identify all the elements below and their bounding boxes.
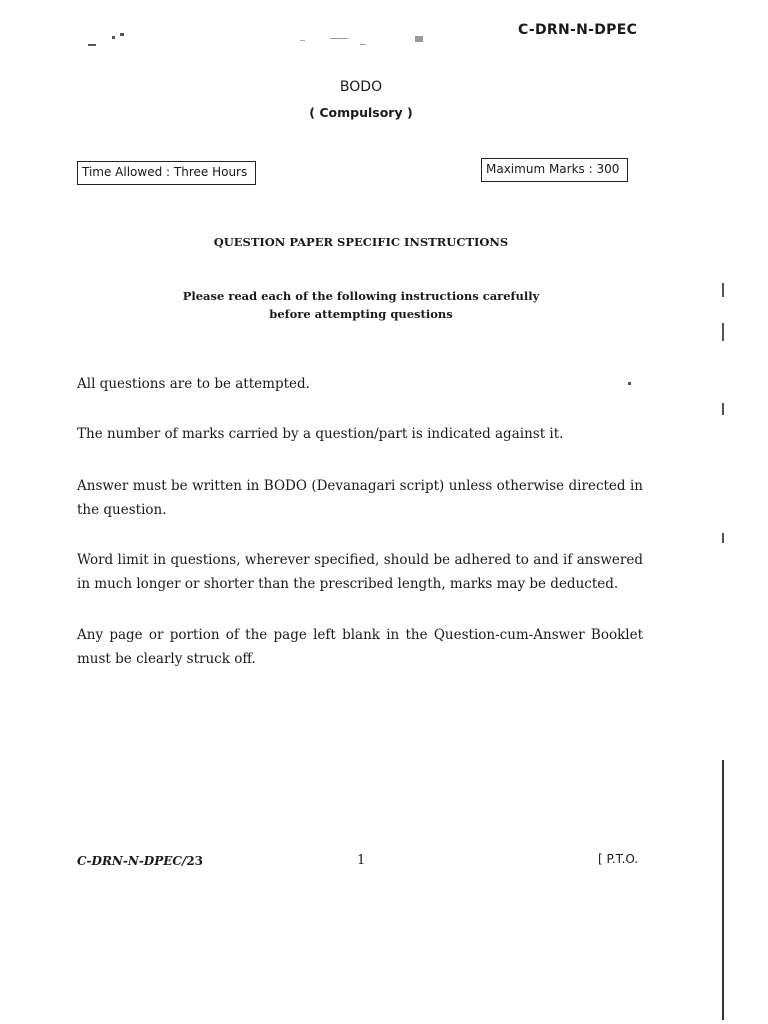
- instruction-item: The number of marks carried by a question/part is indicated against it.: [77, 426, 564, 442]
- scan-edge-line: [722, 760, 724, 1020]
- instructions-intro-line-2: before attempting questions: [269, 307, 453, 321]
- instructions-intro-line-1: Please read each of the following instructions carefully: [182, 289, 540, 303]
- compulsory-label: ( Compulsory ): [309, 105, 413, 120]
- subject-title: BODO: [339, 79, 383, 95]
- paper-code: C-DRN-N-DPEC: [518, 22, 638, 38]
- footer-code-number: 23: [186, 854, 204, 868]
- page-number: 1: [357, 853, 366, 868]
- maximum-marks-box: Maximum Marks : 300: [481, 158, 628, 182]
- instructions-heading: QUESTION PAPER SPECIFIC INSTRUCTIONS: [213, 235, 509, 249]
- instruction-item: Any page or portion of the page left blank in the Question-cum-Answer Booklet must be clearly struck off.: [77, 627, 643, 667]
- instruction-item: Answer must be written in BODO (Devanagari script) unless otherwise directed in the question.: [77, 478, 643, 518]
- instructions-intro: [0, 287, 722, 323]
- instruction-item: Word limit in questions, wherever specified, should be adhered to and if answered in much longer or shorter than the prescribed length, marks may be deducted.: [77, 552, 643, 592]
- footer-paper-code: [77, 854, 203, 868]
- time-allowed-box: Time Allowed : Three Hours: [77, 161, 256, 185]
- footer-code-text: C-DRN-N-DPEC/: [77, 854, 187, 868]
- instruction-item: All questions are to be attempted.: [77, 376, 310, 392]
- pto-label: [ P.T.O.: [598, 852, 639, 866]
